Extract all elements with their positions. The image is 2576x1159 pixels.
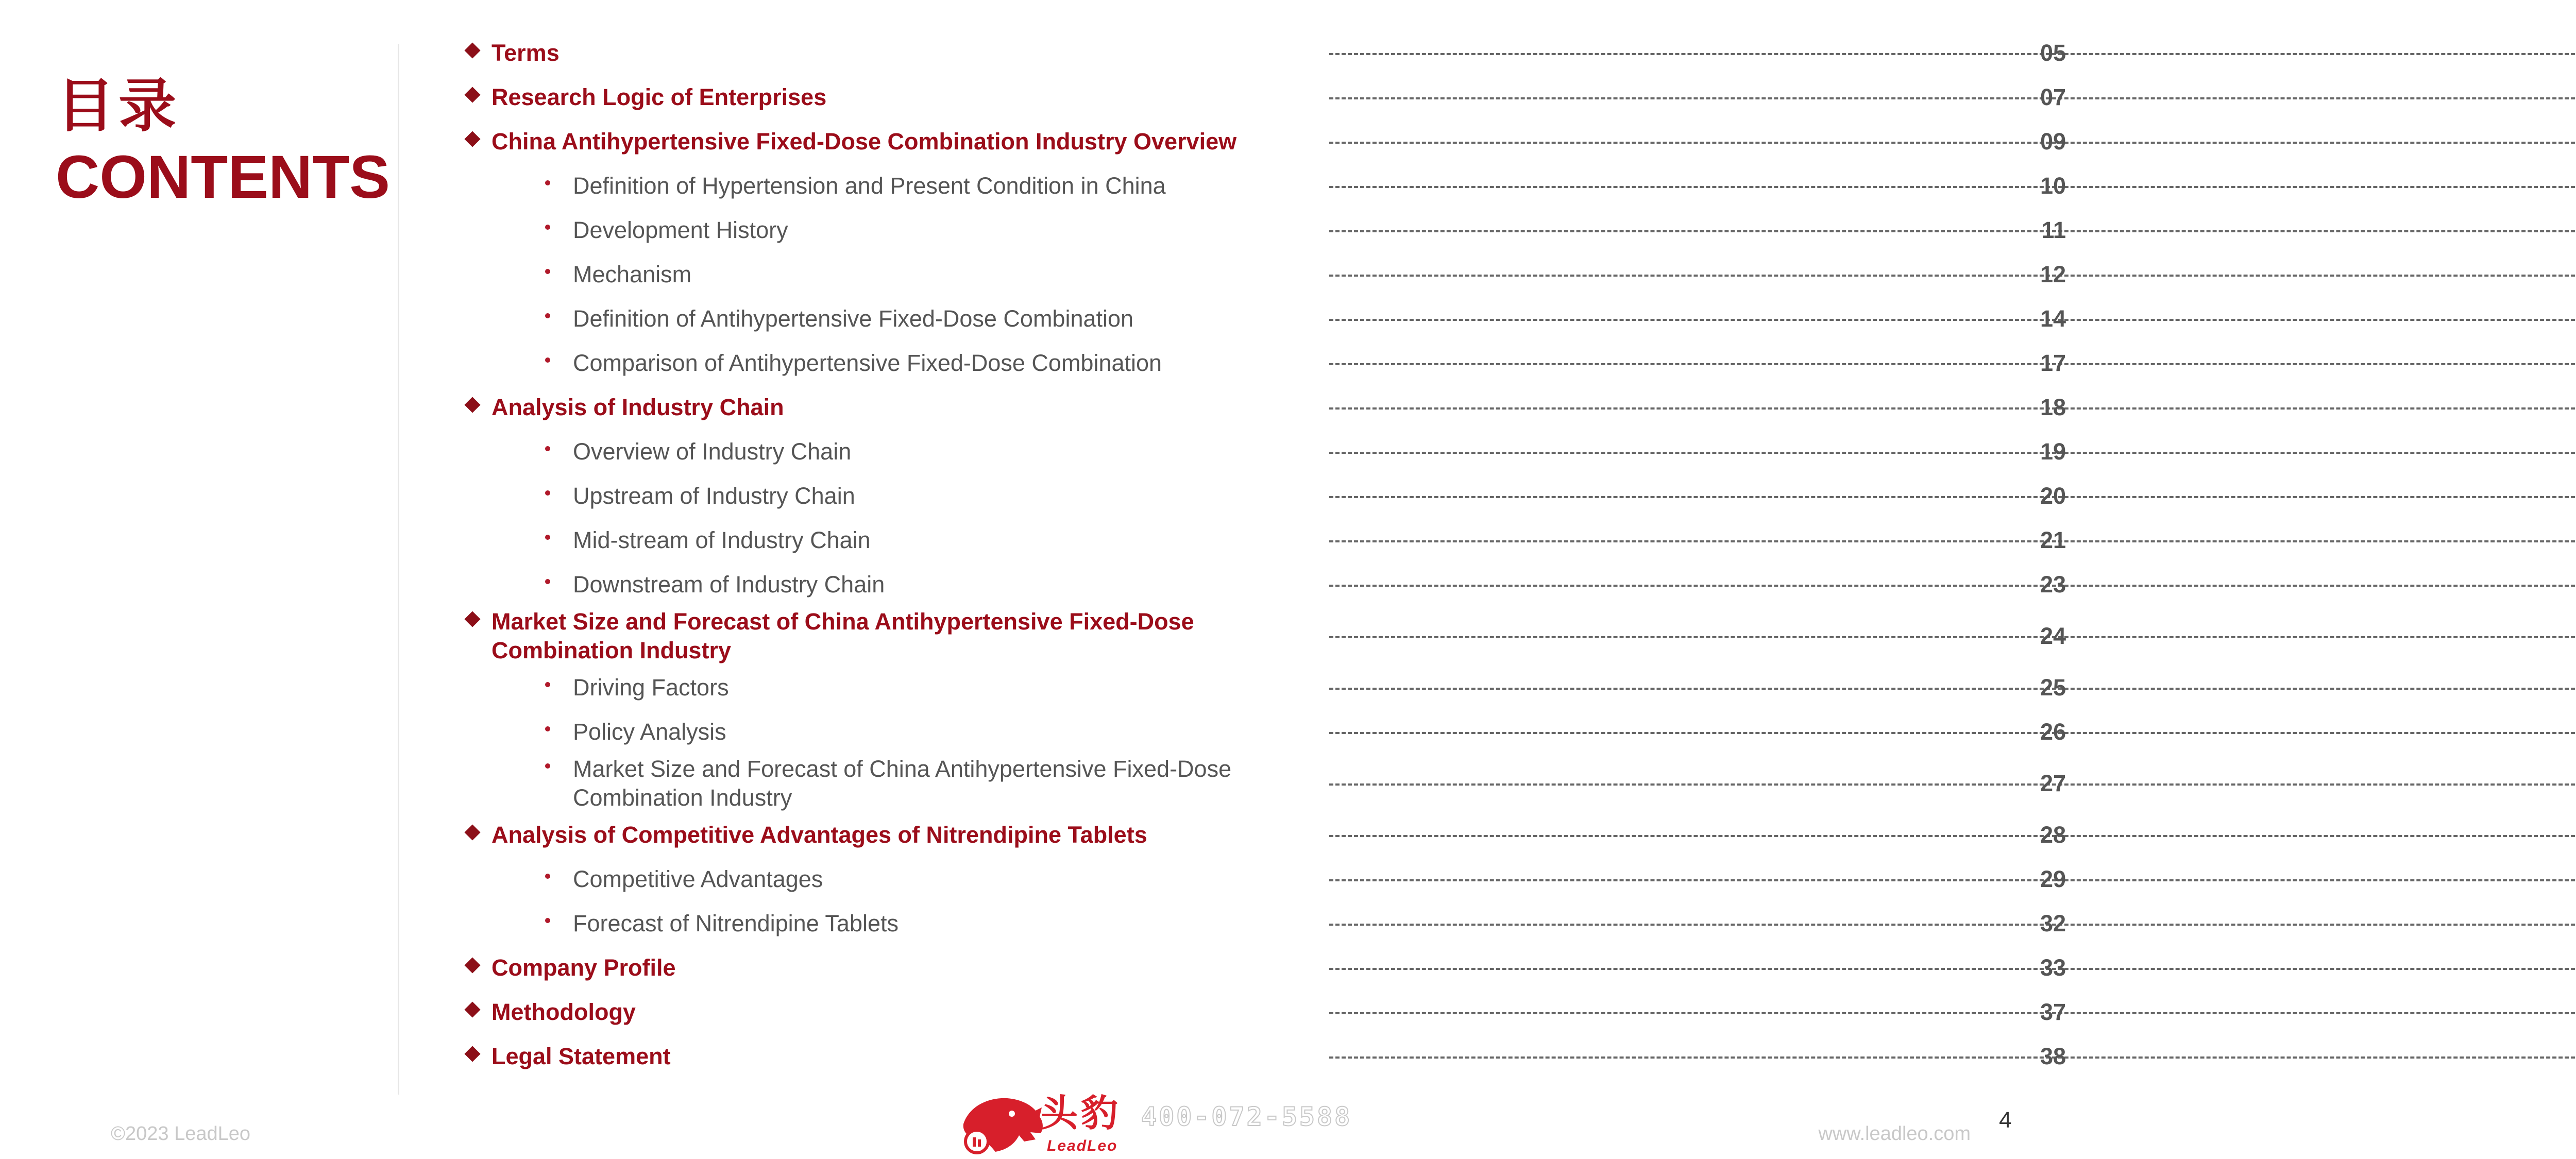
- toc-item-label: Driving Factors: [573, 674, 729, 701]
- dotted-leader: [1329, 688, 2576, 690]
- toc-subitem-market-size-forecast[interactable]: [464, 754, 2066, 813]
- toc-item-label: Legal Statement: [492, 1043, 671, 1069]
- dotted-leader: [1329, 835, 2576, 837]
- toc-item-competitive-advantages-nitrendipine[interactable]: [464, 813, 2066, 857]
- dot-bullet-icon: [545, 874, 550, 879]
- dot-bullet-icon: [545, 357, 550, 363]
- toc-page-number: 14: [2040, 305, 2066, 332]
- toc-item-label: Development History: [573, 217, 788, 243]
- toc-subitem-competitive-advantages[interactable]: [464, 857, 2066, 901]
- toc-item-label: Downstream of Industry Chain: [573, 571, 885, 598]
- dot-bullet-icon: [545, 763, 550, 769]
- toc-page-number: 24: [2040, 623, 2066, 649]
- dot-bullet-icon: [545, 579, 550, 584]
- dotted-leader: [1329, 732, 2576, 734]
- logo-english-name: LeadLeo: [1047, 1137, 1118, 1154]
- toc-item-label: Research Logic of Enterprises: [492, 84, 827, 110]
- dotted-leader: [1329, 924, 2576, 926]
- dot-bullet-icon: [545, 446, 550, 451]
- toc-item-label: Comparison of Antihypertensive Fixed-Dose Combination: [573, 350, 1162, 376]
- toc-page-number: 17: [2040, 350, 2066, 376]
- toc-subitem-upstream[interactable]: [464, 474, 2066, 518]
- table-of-contents: [464, 31, 2066, 1079]
- toc-page-number: 28: [2040, 822, 2066, 848]
- toc-page-number: 26: [2040, 719, 2066, 745]
- dotted-leader: [1329, 636, 2576, 638]
- toc-item-label: Mid-stream of Industry Chain: [573, 527, 871, 553]
- dotted-leader: [1329, 97, 2576, 99]
- toc-page-number: 25: [2040, 674, 2066, 701]
- toc-item-company-profile[interactable]: [464, 946, 2066, 990]
- diamond-bullet-icon: [464, 1001, 480, 1017]
- diamond-bullet-icon: [464, 824, 480, 840]
- logo-chinese-name: 头豹: [1041, 1092, 1122, 1135]
- slide-number: 4: [1999, 1107, 2012, 1133]
- diamond-bullet-icon: [464, 397, 480, 413]
- toc-page-number: 05: [2040, 40, 2066, 66]
- toc-item-market-size[interactable]: [464, 607, 2066, 666]
- dot-bullet-icon: [545, 682, 550, 687]
- toc-page-number: 37: [2040, 999, 2066, 1025]
- dotted-leader: [1329, 452, 2576, 454]
- toc-page-number: 19: [2040, 438, 2066, 465]
- contents-title-chinese: 目录: [57, 73, 180, 140]
- dotted-leader: [1329, 1012, 2576, 1014]
- toc-page-number: 38: [2040, 1043, 2066, 1069]
- phone-number: 400-072-5588: [1141, 1102, 1352, 1132]
- toc-item-industry-overview[interactable]: [464, 120, 2066, 164]
- toc-item-industry-chain[interactable]: [464, 385, 2066, 430]
- toc-item-label: China Antihypertensive Fixed-Dose Combination Industry Overview: [492, 128, 1237, 155]
- dot-bullet-icon: [545, 269, 550, 274]
- copyright-text: ©2023 LeadLeo: [111, 1123, 251, 1145]
- dotted-leader: [1329, 783, 2576, 786]
- diamond-bullet-icon: [464, 87, 480, 103]
- website-link[interactable]: www.leadleo.com: [1818, 1123, 1971, 1145]
- dotted-leader: [1329, 496, 2576, 498]
- dotted-leader: [1329, 186, 2576, 188]
- toc-page-number: 10: [2040, 173, 2066, 199]
- dotted-leader: [1329, 53, 2576, 55]
- toc-page-number: 27: [2040, 770, 2066, 796]
- dot-bullet-icon: [545, 180, 550, 185]
- toc-subitem-nitrendipine-forecast[interactable]: [464, 901, 2066, 946]
- toc-page-number: 33: [2040, 955, 2066, 981]
- toc-page-number: 29: [2040, 866, 2066, 892]
- dot-bullet-icon: [545, 313, 550, 318]
- dotted-leader: [1329, 275, 2576, 277]
- toc-item-label: Market Size and Forecast of China Antihypertensive Fixed-Dose Combination Industry: [492, 608, 1194, 663]
- dot-bullet-icon: [545, 535, 550, 540]
- dotted-leader: [1329, 540, 2576, 542]
- toc-page-number: 09: [2040, 128, 2066, 155]
- toc-subitem-fdc-definition[interactable]: [464, 297, 2066, 341]
- dotted-leader: [1329, 585, 2576, 587]
- dotted-leader: [1329, 407, 2576, 410]
- toc-item-label: Forecast of Nitrendipine Tablets: [573, 910, 899, 936]
- diamond-bullet-icon: [464, 42, 480, 58]
- toc-subitem-policy-analysis[interactable]: [464, 710, 2066, 754]
- contents-title-english: CONTENTS: [56, 143, 390, 211]
- toc-page-number: 07: [2040, 84, 2066, 110]
- dotted-leader: [1329, 1056, 2576, 1059]
- toc-item-terms[interactable]: [464, 31, 2066, 75]
- toc-item-methodology[interactable]: [464, 990, 2066, 1034]
- toc-item-label: Upstream of Industry Chain: [573, 483, 855, 509]
- toc-page-number: 20: [2040, 483, 2066, 509]
- toc-page-number: 21: [2040, 527, 2066, 553]
- toc-item-label: Overview of Industry Chain: [573, 438, 852, 465]
- toc-subitem-midstream[interactable]: [464, 518, 2066, 563]
- diamond-bullet-icon: [464, 1046, 480, 1062]
- dotted-leader: [1329, 968, 2576, 970]
- diamond-bullet-icon: [464, 131, 480, 147]
- toc-page-number: 12: [2040, 261, 2066, 287]
- toc-subitem-mechanism[interactable]: [464, 252, 2066, 297]
- toc-page-number: 11: [2041, 217, 2066, 243]
- diamond-bullet-icon: [464, 611, 480, 627]
- toc-item-label: Policy Analysis: [573, 719, 726, 745]
- toc-item-label: Mechanism: [573, 261, 692, 287]
- toc-page-number: 18: [2040, 394, 2066, 420]
- diamond-bullet-icon: [464, 957, 480, 973]
- vertical-divider: [398, 44, 399, 1095]
- dotted-leader: [1329, 230, 2576, 232]
- dotted-leader: [1329, 319, 2576, 321]
- dotted-leader: [1329, 142, 2576, 144]
- toc-item-legal-statement[interactable]: [464, 1034, 2066, 1079]
- toc-item-research-logic[interactable]: [464, 75, 2066, 120]
- toc-page-number: 32: [2040, 910, 2066, 936]
- toc-item-label: Competitive Advantages: [573, 866, 823, 892]
- dot-bullet-icon: [545, 490, 550, 496]
- dotted-leader: [1329, 363, 2576, 365]
- toc-item-label: Market Size and Forecast of China Antihypertensive Fixed-Dose Combination Industry: [573, 756, 1232, 811]
- toc-subitem-fdc-comparison[interactable]: [464, 341, 2066, 385]
- toc-subitem-development-history[interactable]: [464, 208, 2066, 252]
- toc-subitem-chain-overview[interactable]: [464, 430, 2066, 474]
- dot-bullet-icon: [545, 225, 550, 230]
- toc-page-number: 23: [2040, 571, 2066, 598]
- toc-item-label: Definition of Hypertension and Present Condition in China: [573, 173, 1166, 199]
- dotted-leader: [1329, 879, 2576, 881]
- toc-item-label: Methodology: [492, 999, 636, 1025]
- toc-item-label: Terms: [492, 40, 560, 66]
- toc-item-label: Definition of Antihypertensive Fixed-Dose Combination: [573, 305, 1134, 332]
- dot-bullet-icon: [545, 726, 550, 731]
- toc-item-label: Company Profile: [492, 955, 676, 981]
- toc-item-label: Analysis of Industry Chain: [492, 394, 784, 420]
- toc-item-label: Analysis of Competitive Advantages of Nitrendipine Tablets: [492, 822, 1147, 848]
- toc-subitem-driving-factors[interactable]: [464, 666, 2066, 710]
- toc-subitem-downstream[interactable]: [464, 563, 2066, 607]
- dot-bullet-icon: [545, 918, 550, 923]
- toc-subitem-hypertension-definition[interactable]: [464, 164, 2066, 208]
